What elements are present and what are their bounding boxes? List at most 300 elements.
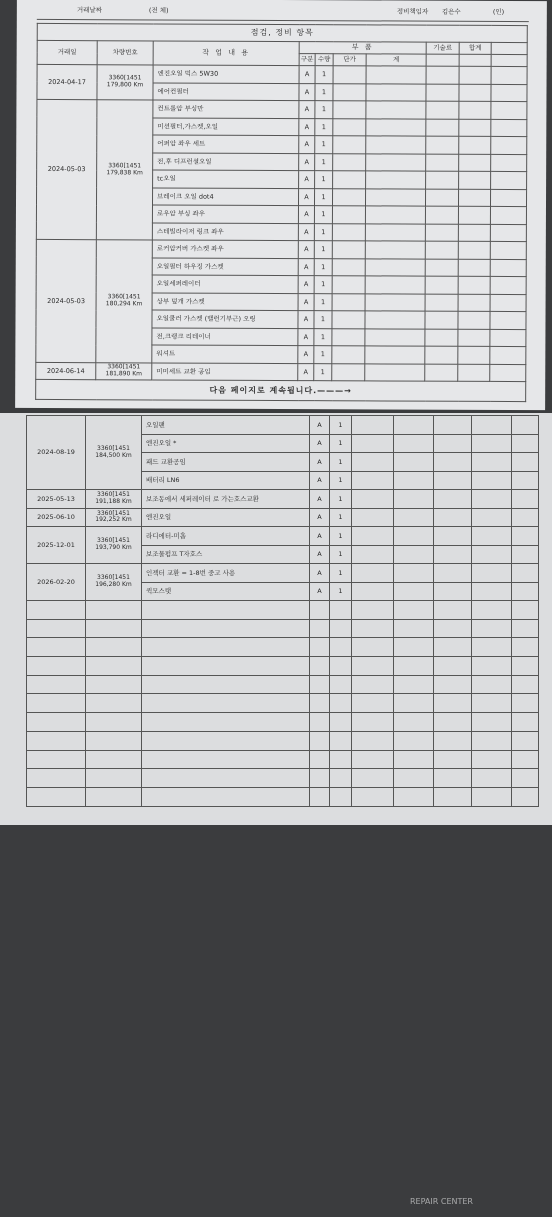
row-work-item: 오일필터 하우징 가스켓 — [152, 257, 298, 275]
row-empty-cell — [434, 545, 472, 564]
row-work-item: 전,크랭크 리테이너 — [152, 327, 298, 345]
row-empty-cell — [27, 731, 86, 750]
row-empty-cell — [330, 750, 352, 769]
row-empty-cell — [434, 527, 472, 546]
row-empty-cell — [434, 769, 472, 788]
row-empty-cell — [86, 694, 142, 713]
row-empty-cell — [142, 713, 310, 732]
section-title: 점검, 정비 항목 — [37, 23, 527, 42]
row-empty-cell — [86, 769, 142, 788]
row-work-item: 미션필터,가스켓,오일 — [153, 117, 299, 135]
row-empty-cell — [330, 675, 352, 694]
row-empty-cell — [472, 787, 512, 806]
row-empty-cell — [352, 694, 394, 713]
row-empty-cell — [142, 731, 310, 750]
row-empty-cell — [490, 224, 526, 242]
document-photo-page-2 — [0, 413, 552, 1206]
row-qty: 1 — [314, 328, 332, 346]
row-qty: 1 — [315, 153, 333, 171]
mechanic-value: 김은수 — [441, 7, 461, 16]
row-type: A — [298, 311, 314, 329]
row-empty-cell — [332, 188, 365, 206]
row-empty-cell — [142, 769, 310, 788]
row-empty-cell — [394, 471, 434, 490]
table-row — [27, 508, 539, 527]
empty-row — [27, 675, 539, 694]
row-empty-cell — [86, 787, 142, 806]
row-empty-cell — [512, 787, 539, 806]
row-empty-cell — [472, 471, 512, 490]
row-empty-cell — [512, 769, 539, 788]
row-qty: 1 — [315, 101, 333, 119]
watermark-logo — [410, 1197, 530, 1217]
row-car — [86, 508, 142, 527]
row-empty-cell — [434, 619, 472, 638]
row-empty-cell — [512, 508, 539, 527]
row-qty: 1 — [330, 490, 352, 509]
row-work-item: 배터리 LN6 — [142, 471, 310, 490]
row-empty-cell — [472, 527, 512, 546]
row-empty-cell — [352, 453, 394, 472]
row-empty-cell — [434, 675, 472, 694]
row-empty-cell — [426, 136, 459, 154]
row-empty-cell — [425, 206, 458, 224]
row-type: A — [310, 490, 330, 509]
row-empty-cell — [365, 346, 425, 364]
empty-row — [27, 657, 539, 676]
row-work-item: 컨트롤암 부싱만 — [153, 100, 299, 118]
row-empty-cell — [86, 731, 142, 750]
row-empty-cell — [394, 564, 434, 583]
row-type: A — [298, 328, 314, 346]
row-empty-cell — [310, 601, 330, 620]
row-date: 2024-04-17 — [37, 64, 97, 99]
row-empty-cell — [394, 619, 434, 638]
car-plate: 3360[1451 — [97, 491, 130, 499]
row-work-item: 오일팬 — [142, 416, 310, 435]
row-car — [96, 100, 153, 240]
row-empty-cell — [86, 619, 142, 638]
row-empty-cell — [434, 416, 472, 435]
row-empty-cell — [86, 601, 142, 620]
row-date: 2026-02-20 — [27, 564, 86, 601]
row-empty-cell — [27, 713, 86, 732]
col-price: 단가 — [333, 54, 366, 66]
row-empty-cell — [27, 675, 86, 694]
row-empty-cell — [472, 657, 512, 676]
row-empty-cell — [426, 66, 459, 84]
row-empty-cell — [394, 508, 434, 527]
row-qty: 1 — [314, 258, 332, 276]
car-plate: 3360[1451 — [108, 74, 142, 82]
row-empty-cell — [332, 328, 365, 346]
row-empty-cell — [352, 434, 394, 453]
empty-row — [27, 713, 539, 732]
continued-note: 다음 페이지로 계속됩니다.———→ — [36, 379, 526, 401]
row-empty-cell — [458, 206, 490, 224]
row-empty-cell — [512, 731, 539, 750]
row-empty-cell — [310, 694, 330, 713]
row-empty-cell — [352, 582, 394, 601]
table-row — [27, 564, 539, 583]
col-car: 차량번호 — [97, 41, 153, 65]
row-car — [86, 527, 142, 564]
row-qty: 1 — [314, 241, 332, 259]
row-empty-cell — [512, 750, 539, 769]
col-parts: 부 품 — [299, 42, 426, 55]
row-empty-cell — [310, 619, 330, 638]
row-empty-cell — [459, 101, 491, 119]
row-empty-cell — [434, 582, 472, 601]
row-empty-cell — [365, 258, 425, 276]
row-qty: 1 — [314, 188, 332, 206]
row-type: A — [310, 471, 330, 490]
row-empty-cell — [352, 545, 394, 564]
row-work-item: 로우암 부싱 좌우 — [152, 205, 298, 223]
row-empty-cell — [512, 490, 539, 509]
row-empty-cell — [458, 276, 490, 294]
row-empty-cell — [458, 241, 490, 259]
row-date: 2024-05-03 — [36, 99, 97, 239]
row-empty-cell — [352, 750, 394, 769]
mechanic-label: 정비책임자 — [396, 7, 429, 16]
row-empty-cell — [434, 453, 472, 472]
row-empty-cell — [472, 675, 512, 694]
document-photo-page-1 — [15, 0, 547, 410]
row-empty-cell — [365, 241, 425, 259]
row-date: 2025-05-13 — [27, 490, 86, 509]
empty-row — [27, 787, 539, 806]
row-empty-cell — [86, 638, 142, 657]
row-empty-cell — [490, 189, 526, 207]
row-empty-cell — [394, 713, 434, 732]
row-empty-cell — [352, 713, 394, 732]
row-empty-cell — [512, 582, 539, 601]
row-empty-cell — [458, 189, 490, 207]
row-empty-cell — [394, 787, 434, 806]
row-type: A — [310, 527, 330, 546]
row-empty-cell — [332, 311, 365, 329]
row-empty-cell — [472, 619, 512, 638]
table-row — [36, 362, 526, 382]
row-empty-cell — [472, 582, 512, 601]
row-work-item: 엔진오일 * — [142, 434, 310, 453]
row-empty-cell — [425, 364, 458, 382]
row-empty-cell — [333, 171, 366, 189]
row-qty: 1 — [330, 434, 352, 453]
row-empty-cell — [425, 329, 458, 347]
row-empty-cell — [27, 619, 86, 638]
row-empty-cell — [394, 582, 434, 601]
row-empty-cell — [27, 694, 86, 713]
row-empty-cell — [366, 101, 426, 119]
row-type: A — [298, 293, 314, 311]
row-empty-cell — [512, 713, 539, 732]
row-empty-cell — [310, 638, 330, 657]
row-empty-cell — [332, 223, 365, 241]
row-empty-cell — [330, 619, 352, 638]
row-empty-cell — [512, 638, 539, 657]
row-qty: 1 — [314, 293, 332, 311]
row-empty-cell — [512, 657, 539, 676]
row-empty-cell — [512, 619, 539, 638]
row-qty: 1 — [330, 453, 352, 472]
car-plate: 3360[1451 — [108, 162, 142, 170]
row-empty-cell — [458, 329, 490, 347]
row-empty-cell — [330, 713, 352, 732]
col-sum: 합계 — [459, 42, 491, 54]
row-empty-cell — [426, 84, 459, 102]
empty-row — [27, 731, 539, 750]
col-qty: 수량 — [315, 54, 333, 66]
row-empty-cell — [459, 154, 491, 172]
row-type: A — [298, 258, 314, 276]
row-empty-cell — [365, 188, 425, 206]
row-empty-cell — [434, 434, 472, 453]
row-empty-cell — [86, 675, 142, 694]
table-body — [27, 416, 539, 807]
row-empty-cell — [425, 294, 458, 312]
maintenance-table-page-2 — [26, 415, 539, 807]
row-empty-cell — [490, 364, 526, 382]
row-work-item: 패드 교환공임 — [142, 453, 310, 472]
row-qty: 1 — [330, 582, 352, 601]
row-type: A — [310, 508, 330, 527]
row-type: A — [298, 363, 314, 381]
row-empty-cell — [310, 657, 330, 676]
row-empty-cell — [512, 694, 539, 713]
row-work-item: 인젝터 교환 = 1-8번 중고 사용 — [142, 564, 310, 583]
row-empty-cell — [27, 787, 86, 806]
row-type: A — [310, 564, 330, 583]
row-empty-cell — [352, 769, 394, 788]
row-empty-cell — [512, 675, 539, 694]
watermark-text: REPAIR CENTER — [410, 1197, 473, 1206]
car-plate: 3360[1451 — [97, 537, 130, 545]
row-empty-cell — [365, 206, 425, 224]
row-work-item: 보조동에서 세퍼레이터 로 가는호스교환 — [142, 490, 310, 509]
row-empty-cell — [434, 750, 472, 769]
row-empty-cell — [394, 750, 434, 769]
row-type: A — [299, 83, 315, 101]
car-plate: 3360[1451 — [97, 574, 130, 582]
row-empty-cell — [310, 731, 330, 750]
row-empty-cell — [332, 206, 365, 224]
row-empty-cell — [425, 346, 458, 364]
table-row — [37, 99, 527, 119]
row-empty-cell — [352, 787, 394, 806]
car-mileage: 184,500 Km — [95, 451, 132, 459]
row-work-item: 워셔트 — [152, 345, 298, 363]
row-empty-cell — [472, 508, 512, 527]
row-type: A — [298, 241, 314, 259]
row-empty-cell — [142, 619, 310, 638]
row-empty-cell — [352, 416, 394, 435]
empty-row — [27, 750, 539, 769]
row-type: A — [299, 153, 315, 171]
table-row — [27, 490, 539, 509]
row-empty-cell — [352, 508, 394, 527]
row-empty-cell — [459, 119, 491, 137]
row-car — [86, 416, 142, 490]
row-empty-cell — [310, 787, 330, 806]
car-plate: 3360[1451 — [97, 444, 130, 452]
row-empty-cell — [434, 731, 472, 750]
car-plate: 3360[1451 — [107, 293, 141, 301]
row-empty-cell — [472, 731, 512, 750]
row-car — [86, 564, 142, 601]
row-empty-cell — [459, 84, 491, 102]
row-empty-cell — [434, 657, 472, 676]
row-empty-cell — [394, 731, 434, 750]
row-empty-cell — [330, 638, 352, 657]
row-empty-cell — [27, 769, 86, 788]
row-empty-cell — [426, 101, 459, 119]
row-empty-cell — [434, 471, 472, 490]
row-empty-cell — [434, 787, 472, 806]
row-empty-cell — [491, 171, 527, 189]
row-qty: 1 — [315, 66, 333, 84]
row-empty-cell — [394, 638, 434, 657]
row-qty: 1 — [330, 416, 352, 435]
header-strip — [37, 0, 529, 22]
row-empty-cell — [366, 83, 426, 101]
row-empty-cell — [472, 434, 512, 453]
row-empty-cell — [459, 171, 491, 189]
car-mileage: 180,294 Km — [105, 299, 143, 308]
row-empty-cell — [512, 453, 539, 472]
row-empty-cell — [491, 101, 527, 119]
row-work-item: 에어컨필터 — [153, 82, 299, 100]
row-empty-cell — [490, 259, 526, 277]
car-mileage: 179,800 Km — [106, 81, 144, 89]
row-work-item: 브레이크 오일 dot4 — [152, 187, 298, 205]
empty-row — [27, 638, 539, 657]
table-row — [27, 527, 539, 546]
row-type: A — [298, 223, 314, 241]
row-empty-cell — [333, 83, 366, 101]
row-empty-cell — [425, 224, 458, 242]
row-empty-cell — [426, 171, 459, 189]
row-empty-cell — [490, 276, 526, 294]
row-work-item: 엔진오일 믹스 5W30 — [153, 65, 299, 83]
row-empty-cell — [352, 471, 394, 490]
empty-row — [27, 694, 539, 713]
row-empty-cell — [86, 713, 142, 732]
row-empty-cell — [365, 223, 425, 241]
car-mileage: 196,280 Km — [95, 581, 132, 588]
row-work-item: tc오일 — [153, 170, 299, 188]
row-empty-cell — [512, 564, 539, 583]
row-empty-cell — [330, 694, 352, 713]
empty-row — [27, 601, 539, 620]
row-empty-cell — [366, 171, 426, 189]
row-car — [96, 362, 152, 380]
row-qty: 1 — [330, 564, 352, 583]
row-work-item: 전,후 디프런셜오일 — [153, 152, 299, 170]
row-empty-cell — [310, 675, 330, 694]
row-empty-cell — [512, 434, 539, 453]
row-empty-cell — [472, 490, 512, 509]
row-qty: 1 — [315, 136, 333, 154]
empty-row — [27, 619, 539, 638]
row-empty-cell — [142, 694, 310, 713]
row-empty-cell — [142, 638, 310, 657]
row-empty-cell — [310, 750, 330, 769]
row-empty-cell — [333, 153, 366, 171]
row-empty-cell — [472, 694, 512, 713]
row-empty-cell — [394, 657, 434, 676]
row-work-item: 보조물펌프 T자호스 — [142, 545, 310, 564]
row-empty-cell — [333, 66, 366, 84]
row-qty: 1 — [315, 171, 333, 189]
car-mileage: 193,790 Km — [95, 544, 132, 551]
row-work-item: 미미세트 교환 공임 — [152, 362, 298, 380]
row-empty-cell — [142, 601, 310, 620]
row-empty-cell — [332, 276, 365, 294]
row-type: A — [310, 453, 330, 472]
row-empty-cell — [458, 294, 490, 312]
row-car — [97, 65, 153, 100]
col-date: 거래일 — [37, 40, 97, 64]
car-mileage: 181,890 Km — [105, 369, 143, 378]
car-mileage: 192,252 Km — [95, 516, 132, 524]
row-empty-cell — [491, 154, 527, 172]
col-type: 구분 — [299, 54, 315, 66]
row-empty-cell — [491, 84, 527, 102]
row-empty-cell — [512, 545, 539, 564]
row-qty: 1 — [330, 545, 352, 564]
row-empty-cell — [472, 564, 512, 583]
row-work-item: 상부 덮개 가스켓 — [152, 292, 298, 310]
car-mileage: 179,838 Km — [106, 168, 143, 176]
row-empty-cell — [472, 638, 512, 657]
car-plate: 3360[1451 — [97, 509, 130, 517]
row-type: A — [298, 346, 314, 364]
empty-row — [27, 769, 539, 788]
row-empty-cell — [472, 416, 512, 435]
row-empty-cell — [426, 119, 459, 137]
row-empty-cell — [434, 694, 472, 713]
row-type: A — [310, 434, 330, 453]
row-work-item: 오일세퍼레이터 — [152, 275, 298, 293]
row-empty-cell — [352, 731, 394, 750]
row-empty-cell — [333, 101, 366, 119]
row-empty-cell — [490, 206, 526, 224]
row-empty-cell — [366, 66, 426, 84]
row-empty-cell — [142, 675, 310, 694]
row-work-item: 퀵모스탯 — [142, 582, 310, 601]
col-extra — [491, 42, 527, 54]
row-empty-cell — [458, 364, 490, 382]
row-type: A — [310, 582, 330, 601]
row-qty: 1 — [314, 363, 332, 381]
row-empty-cell — [472, 601, 512, 620]
row-empty-cell — [27, 638, 86, 657]
row-work-item: 오일쿨러 가스켓 (밸런기부근) 오링 — [152, 310, 298, 328]
row-empty-cell — [333, 118, 366, 136]
row-empty-cell — [458, 224, 490, 242]
row-empty-cell — [425, 259, 458, 277]
row-empty-cell — [27, 657, 86, 676]
row-empty-cell — [490, 294, 526, 312]
table-row — [36, 239, 526, 259]
row-empty-cell — [394, 434, 434, 453]
row-type: A — [298, 206, 314, 224]
row-work-item: 엔진오일 — [142, 508, 310, 527]
row-qty: 1 — [330, 471, 352, 490]
row-empty-cell — [459, 136, 491, 154]
